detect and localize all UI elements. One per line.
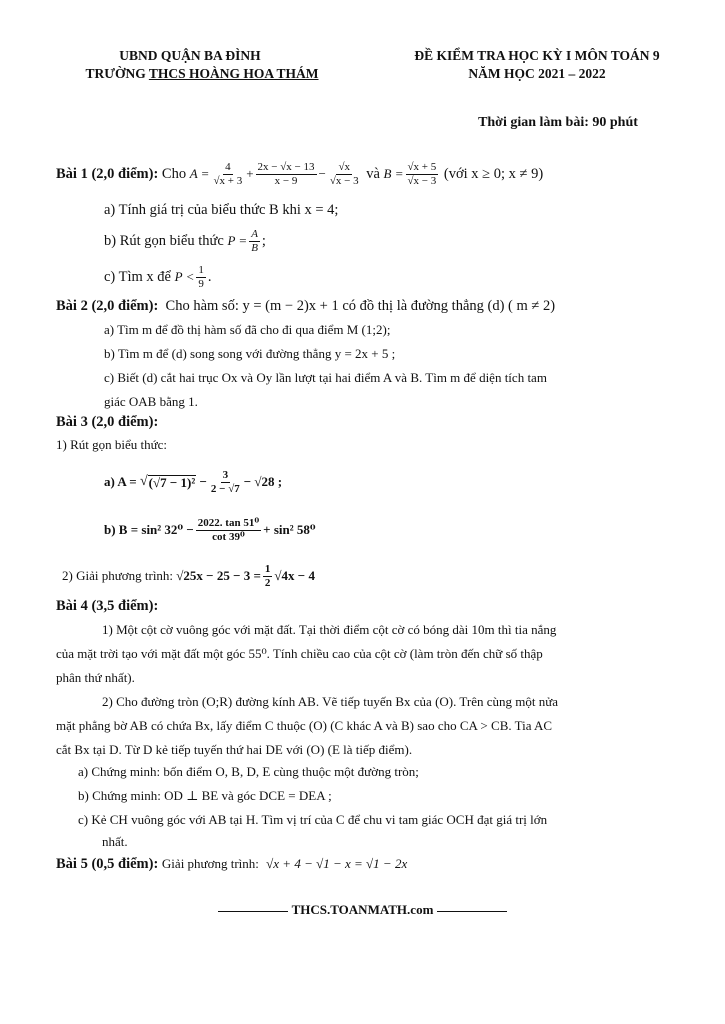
bai1-question-b: b) Rút gọn biểu thức P = $\frac{A}{B}$ ; bbox=[104, 227, 266, 254]
bai4-title: Bài 4 (3,5 điểm): bbox=[56, 598, 159, 614]
school-year: NĂM HỌC 2021 – 2022 bbox=[468, 66, 606, 81]
bai5-equation: √x + 4 − √1 − x = √1 − 2x bbox=[266, 856, 408, 871]
bai1-question-a: a) Tính giá trị của biểu thức B khi x = 4; bbox=[104, 202, 339, 218]
bai4-p2-line3: cắt Bx tại D. Từ D kẻ tiếp tuyến thứ hai DE với (O) (E là tiếp điểm). bbox=[56, 742, 413, 757]
bai4-question-b: b) Chứng minh: OD ⊥ BE và góc DCE = DEA ; bbox=[78, 788, 332, 803]
exam-title: ĐỀ KIỂM TRA HỌC KỲ I MÔN TOÁN 9 bbox=[414, 48, 660, 63]
bai3-part1: 1) Rút gọn biểu thức: bbox=[56, 437, 168, 452]
bai3-title: Bài 3 (2,0 điểm): bbox=[56, 414, 159, 430]
bai2-question-c-line1: c) Biết (d) cắt hai trục Ox và Oy lần lượt tại hai điểm A và B. Tìm m để diện tích tam bbox=[104, 370, 547, 385]
school-name: TRƯỜNG THCS HOÀNG HOA THÁM bbox=[85, 66, 319, 81]
bai4-question-c-line2: nhất. bbox=[102, 834, 128, 849]
bai4-p2-line2: mặt phẳng bờ AB có chứa Bx, lấy điểm C thuộc (O) (C khác A và B) sao cho CA > CB. Tia AC bbox=[56, 718, 553, 733]
frac-3: $\frac{√x}{√x - 3}$ bbox=[329, 160, 359, 187]
bai3-question-a: a) A = √ (√7 − 1)² − $\frac{3}{2 - √7}$ − √28 ; bbox=[104, 468, 283, 495]
bai3-part2: 2) Giải phương trình: √25x − 25 − 3 = $\frac{1}{2}$ √4x − 4 bbox=[62, 562, 315, 589]
bai4-question-c-line1: c) Kẻ CH vuông góc với AB tại H. Tìm vị trí của C để chu vi tam giác OCH đạt giá trị lớn bbox=[78, 812, 548, 827]
bai4-question-a: a) Chứng minh: bốn điểm O, B, D, E cùng thuộc một đường tròn; bbox=[78, 764, 419, 779]
exam-duration: Thời gian làm bài: 90 phút bbox=[478, 115, 638, 130]
bai1-statement: Bài 1 (2,0 điểm): Cho A = $\frac{4}{√x + 3}$ + $\frac{2x - √x - 13}{x - 9}$ − $\frac{√x}{√x - 3}$ và B = $\frac{√x + 5}{√x - 3}$ (với x ≥ 0; x ≠ 9) bbox=[56, 160, 544, 187]
frac-1: $\frac{4}{√x + 3}$ bbox=[213, 160, 243, 187]
bai1-title: Bài 1 (2,0 điểm): bbox=[56, 165, 159, 182]
bai2-question-b: b) Tìm m để (d) song song với đường thẳng y = 2x + 5 ; bbox=[104, 346, 396, 361]
bai4-p2-line1: 2) Cho đường tròn (O;R) đường kính AB. Vẽ tiếp tuyến Bx của (O). Trên cùng một nửa bbox=[102, 694, 559, 709]
bai4-p1-line1: 1) Một cột cờ vuông góc với mặt đất. Tại thời điểm cột cờ có bóng dài 10m thì tia nắng bbox=[102, 622, 557, 637]
bai2-question-a: a) Tìm m để đồ thị hàm số đã cho đi qua điểm M (1;2); bbox=[104, 322, 391, 337]
bai1-condition: (với x ≥ 0; x ≠ 9) bbox=[443, 165, 544, 182]
bai2-statement: Bài 2 (2,0 điểm): Cho hàm số: y = (m − 2)x + 1 có đồ thị là đường thẳng (d) ( m ≠ 2) bbox=[56, 298, 556, 314]
footer-rule-right bbox=[437, 911, 507, 912]
bai2-title: Bài 2 (2,0 điểm): bbox=[56, 298, 159, 314]
frac-b: $\frac{√x + 5}{√x - 3}$ bbox=[407, 160, 437, 187]
bai3-question-b: b) B = sin² 32⁰ − $\frac{\text{2022. tan 51⁰}}{\text{cot 39⁰}}$ + sin² 58⁰ bbox=[104, 516, 316, 543]
bai2-question-c-line2: giác OAB bằng 1. bbox=[104, 394, 198, 409]
frac-2: $\frac{2x - √x - 13}{x - 9}$ bbox=[257, 160, 315, 187]
bai4-p1-line2: của mặt trời tạo với mặt đất một góc 55⁰. Tính chiều cao của cột cờ (làm tròn đến chữ số thập bbox=[56, 646, 543, 661]
bai1-question-c: c) Tìm x để P < $\frac{1}{9}$ . bbox=[104, 263, 212, 290]
footer-watermark: THCS.TOANMATH.com bbox=[200, 902, 525, 918]
bai5-title: Bài 5 (0,5 điểm): bbox=[56, 856, 159, 872]
bai5-statement: Bài 5 (0,5 điểm): Giải phương trình: √x + 4 − √1 − x = √1 − 2x bbox=[56, 856, 408, 872]
footer-rule-left bbox=[218, 911, 288, 912]
bai4-p1-line3: phân thứ nhất). bbox=[56, 670, 135, 685]
district-name: UBND QUẬN BA ĐÌNH bbox=[119, 48, 261, 63]
